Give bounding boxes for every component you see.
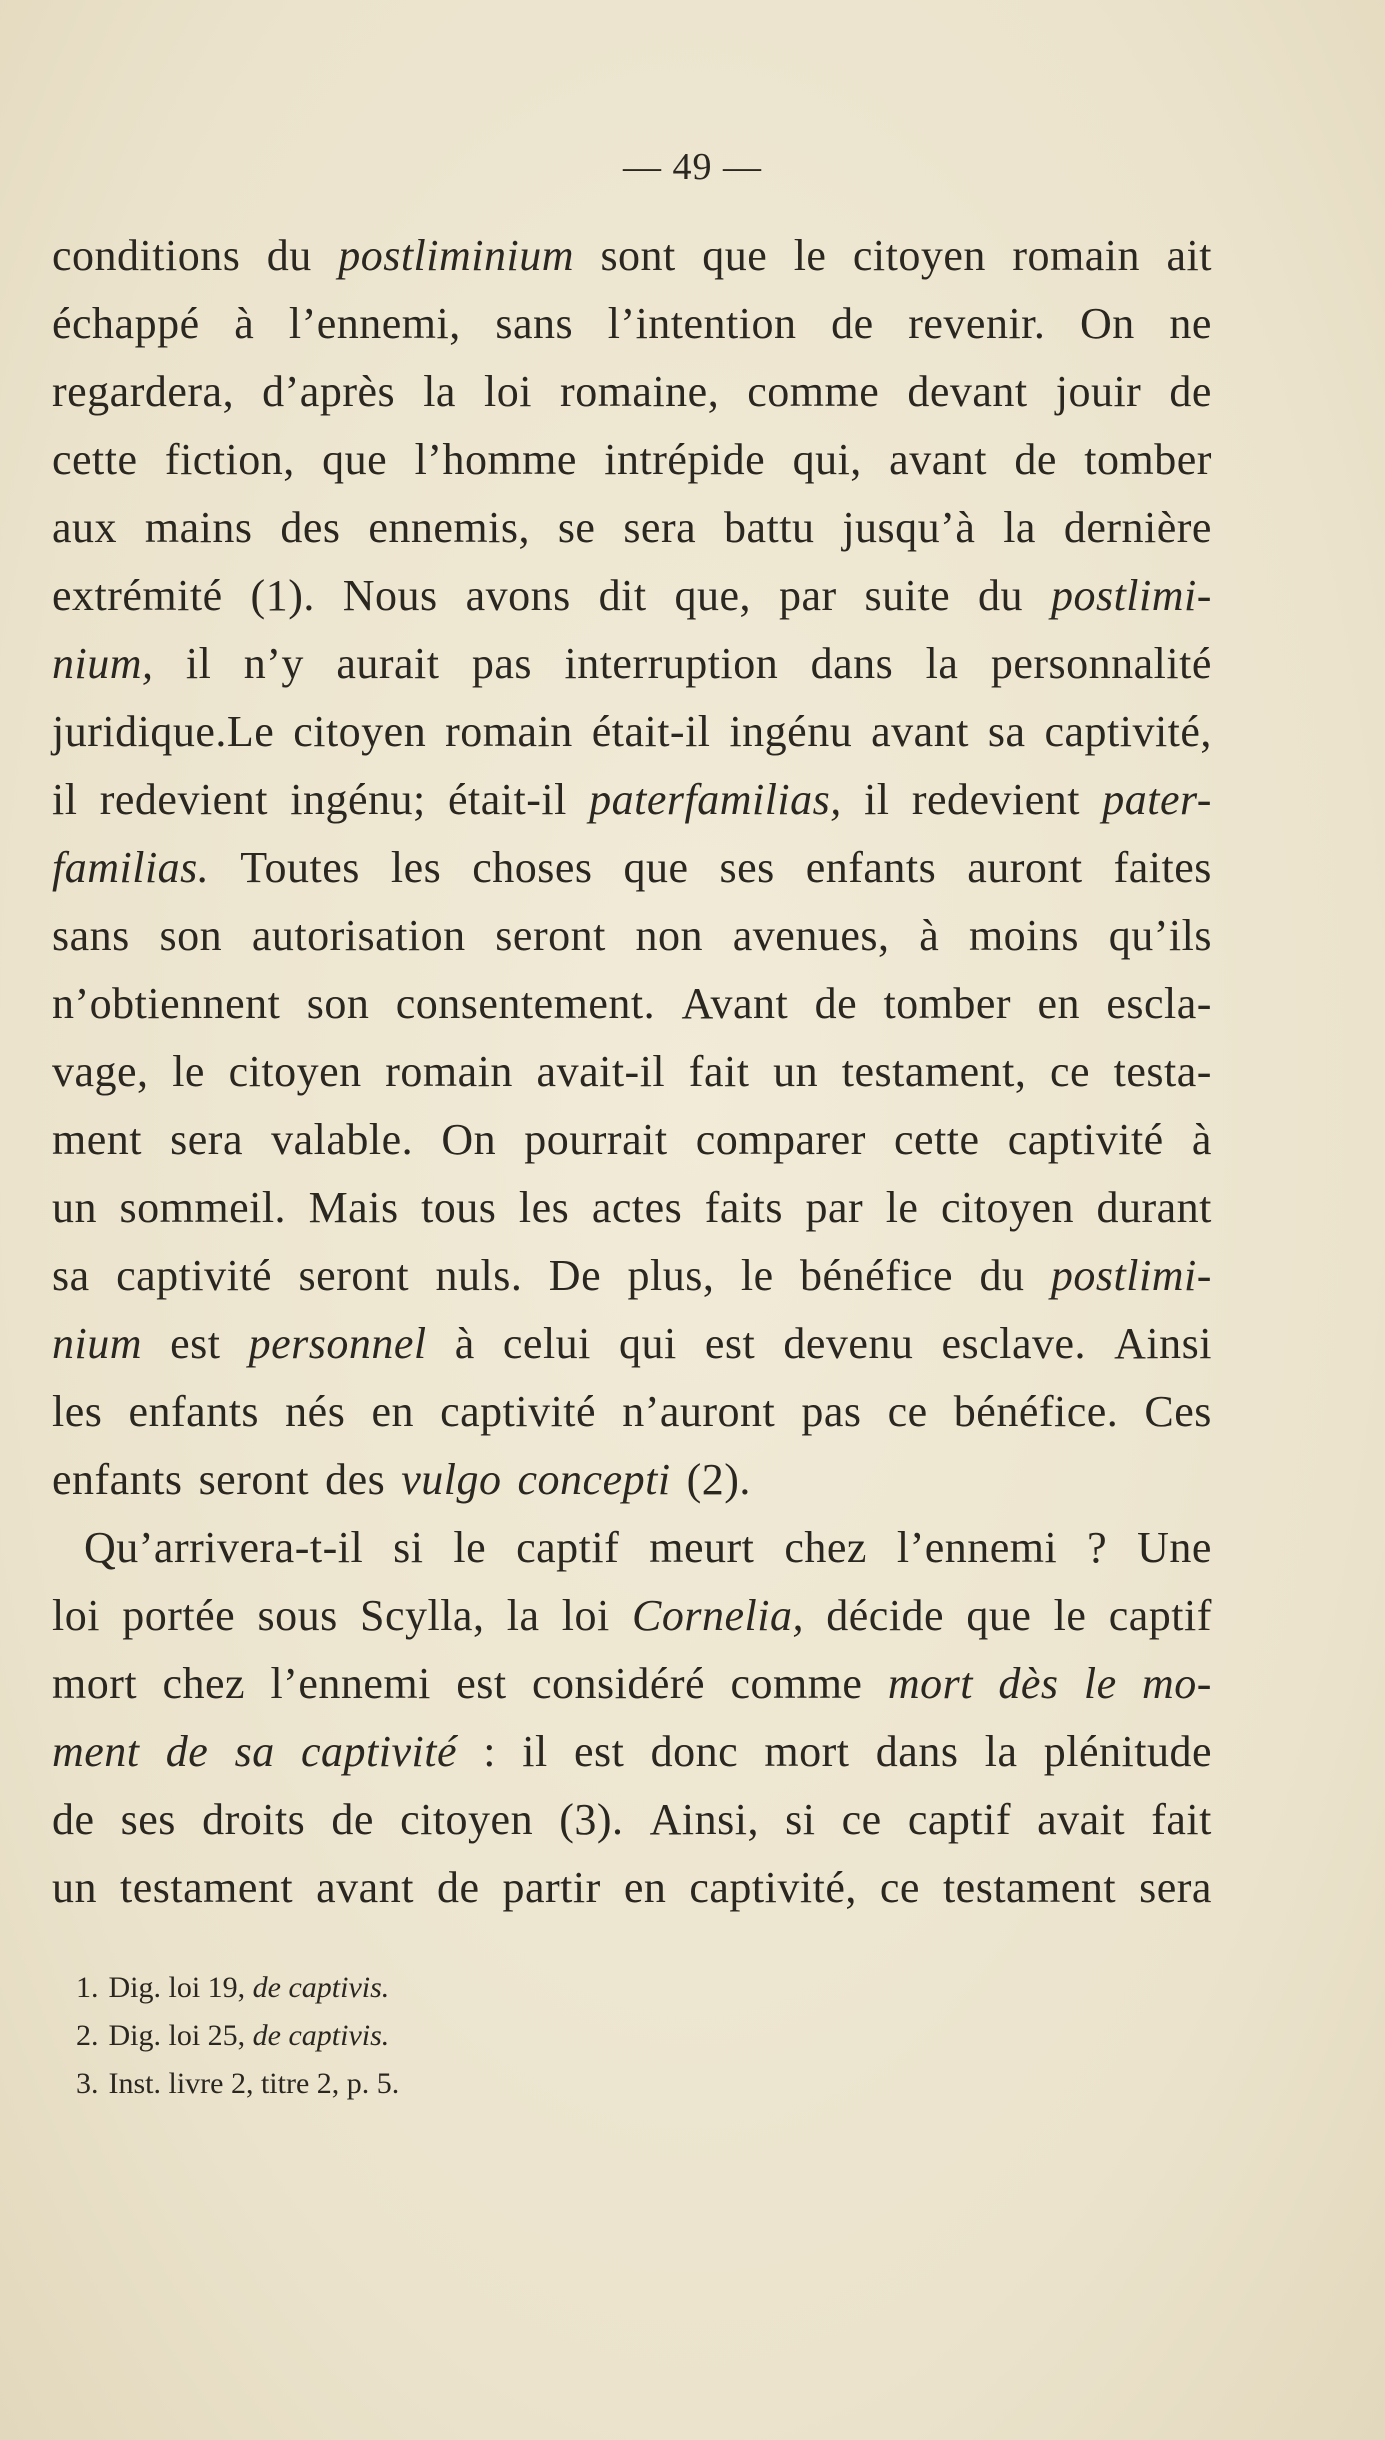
word: seront (495, 911, 606, 960)
text-line (52, 1174, 1212, 1242)
word: le (740, 1251, 774, 1300)
word: que (623, 843, 689, 892)
text-line (52, 1514, 1212, 1582)
word: en (371, 1387, 414, 1436)
word: à (919, 911, 940, 960)
word: moins (968, 911, 1080, 960)
footnote-text: Dig. loi 25, (108, 2019, 253, 2052)
word: juridique.Le (52, 707, 275, 756)
word: devenu (783, 1319, 914, 1368)
italic-word: concepti (517, 1455, 671, 1504)
word: seront (198, 1455, 310, 1504)
text-line (52, 1786, 1212, 1854)
word: considéré (531, 1659, 706, 1708)
word: du (266, 231, 312, 280)
word: avant (889, 435, 987, 484)
word: il (185, 639, 212, 688)
word: dans (810, 639, 894, 688)
italic-word: sa (234, 1727, 275, 1776)
word: mains (144, 503, 253, 552)
word: le (885, 1183, 919, 1232)
word: loi (561, 1591, 610, 1640)
word: la (1003, 503, 1036, 552)
word: tomber (883, 979, 1012, 1028)
word: fait (1151, 1795, 1212, 1844)
word: le (453, 1523, 487, 1572)
word: regardera, (52, 367, 235, 416)
word: qui, (792, 435, 862, 484)
word: romain (445, 707, 573, 756)
word: était-il (447, 775, 567, 824)
word: dit (598, 571, 647, 620)
word: sera (623, 503, 697, 552)
word: son (306, 979, 370, 1028)
word: si (785, 1795, 816, 1844)
word: se (557, 503, 596, 552)
word: De (548, 1251, 602, 1300)
word: On (441, 1115, 497, 1164)
word: citoyen (228, 1047, 362, 1096)
word: fait (688, 1047, 750, 1096)
word: mort (52, 1659, 138, 1708)
word: des (325, 1455, 386, 1504)
word: testament (120, 1863, 294, 1912)
word: ce (841, 1795, 882, 1844)
word: est (573, 1727, 625, 1776)
word: ses (719, 843, 775, 892)
word: l’homme (414, 435, 577, 484)
word: que (322, 435, 388, 484)
text-line (52, 494, 1212, 562)
italic-word: familias. (52, 843, 210, 892)
word: fiction, (164, 435, 295, 484)
word: enfants (128, 1387, 260, 1436)
word: de (1014, 435, 1057, 484)
word: chez (162, 1659, 246, 1708)
word: des (280, 503, 341, 552)
footnote-number: 3. (76, 2067, 99, 2100)
word: ses (120, 1795, 176, 1844)
word: battu (724, 503, 815, 552)
text-line (52, 766, 1212, 834)
italic-word: mort (887, 1659, 973, 1708)
word: jouir (1055, 367, 1142, 416)
italic-word: pater- (1102, 775, 1212, 824)
word: donc (650, 1727, 739, 1776)
word: de (831, 299, 874, 348)
word: aux (52, 503, 118, 552)
word: suite (864, 571, 951, 620)
word: sera (1139, 1863, 1212, 1912)
text-line (52, 834, 1212, 902)
word: citoyen (940, 1183, 1074, 1232)
italic-word: postliminium (338, 231, 574, 280)
word: comme (747, 367, 880, 416)
italic-word: paterfamilias, (589, 775, 842, 824)
word: ingénu (729, 707, 853, 756)
word: sont (600, 231, 676, 280)
word: avant (316, 1863, 414, 1912)
word: testament, (841, 1047, 1027, 1096)
word: l’intention (607, 299, 797, 348)
word: ? (1087, 1523, 1108, 1572)
word: captivité (1007, 1115, 1164, 1164)
word: ce (1049, 1047, 1091, 1096)
word: extrémité (52, 571, 223, 620)
word: ment (52, 1115, 142, 1164)
word: le (172, 1047, 205, 1096)
word: avenues, (732, 911, 890, 960)
text-line (52, 358, 1212, 426)
word: Ces (1144, 1387, 1212, 1436)
word: de (331, 1795, 374, 1844)
word: captivité (116, 1251, 273, 1300)
text-line (52, 1718, 1212, 1786)
word: nuls. (435, 1251, 523, 1300)
word: du (978, 571, 1024, 620)
word: captivité, (1044, 707, 1212, 756)
word: n’auront (622, 1387, 776, 1436)
word: l’ennemi, (288, 299, 461, 348)
word: le (793, 231, 827, 280)
footnote-text: Inst. livre 2, titre 2, p. 5. (108, 2067, 400, 2100)
text-line (52, 426, 1212, 494)
footnote-italic: de captivis. (252, 2019, 390, 2052)
word: l’ennemi (896, 1523, 1058, 1572)
word: sous (257, 1591, 338, 1640)
word: Une (1137, 1523, 1212, 1572)
word: On (1080, 299, 1135, 348)
italic-word: captivité (300, 1727, 457, 1776)
word: droits (202, 1795, 306, 1844)
word: les (390, 843, 442, 892)
word: n’obtiennent (52, 979, 281, 1028)
word: Mais (308, 1183, 399, 1232)
word: plus, (627, 1251, 715, 1300)
word: comparer (695, 1115, 866, 1164)
word: à (234, 299, 255, 348)
italic-word: de (165, 1727, 209, 1776)
word: sera (170, 1115, 243, 1164)
italic-word: vulgo (401, 1455, 502, 1504)
word: pourrait (524, 1115, 668, 1164)
text-line (52, 1038, 1212, 1106)
word: Toutes (240, 843, 360, 892)
word: Ainsi (1114, 1319, 1212, 1368)
word: un (773, 1047, 819, 1096)
italic-word: postlimi- (1050, 571, 1212, 620)
word: captif (516, 1523, 620, 1572)
word: en (1037, 979, 1080, 1028)
word: plénitude (1043, 1727, 1212, 1776)
word: pas (471, 639, 533, 688)
body-text (52, 222, 1212, 1922)
word: par (778, 571, 837, 620)
word: romain (1012, 231, 1140, 280)
word: pas (801, 1387, 862, 1436)
word: esclave. (941, 1319, 1086, 1368)
word: Nous (342, 571, 438, 620)
word: l’ennemi (270, 1659, 431, 1708)
word: cette (894, 1115, 980, 1164)
word: si (393, 1523, 424, 1572)
word: loi (484, 367, 532, 416)
word: durant (1096, 1183, 1212, 1232)
word: dernière (1063, 503, 1212, 552)
italic-word: dès (998, 1659, 1059, 1708)
word: meurt (649, 1523, 755, 1572)
word: du (979, 1251, 1025, 1300)
word: faites (1113, 843, 1212, 892)
word: seront (298, 1251, 410, 1300)
word: avons (465, 571, 571, 620)
word: mort (764, 1727, 850, 1776)
text-line (52, 902, 1212, 970)
word: Ainsi, (649, 1795, 760, 1844)
word: la (925, 639, 959, 688)
word: vage, (52, 1047, 149, 1096)
page-number: — 49 — (623, 146, 762, 188)
word: à (1191, 1115, 1212, 1164)
word: captif (907, 1795, 1011, 1844)
word: Scylla, (359, 1591, 485, 1640)
word: avait-il (536, 1047, 666, 1096)
word: devant (907, 367, 1028, 416)
italic-word: mo- (1142, 1659, 1212, 1708)
word: intrépide (604, 435, 766, 484)
italic-word: Cornelia, (632, 1591, 804, 1640)
word: interruption (564, 639, 779, 688)
word: la (423, 367, 456, 416)
word: Avant (681, 979, 789, 1028)
word: testa- (1113, 1047, 1212, 1096)
word: citoyen (293, 707, 427, 756)
word: le (1053, 1591, 1087, 1640)
word: enfants (52, 1455, 183, 1504)
word: (1). (250, 571, 315, 620)
word: tomber (1084, 435, 1212, 484)
word: aurait (336, 639, 440, 688)
italic-word: ment (52, 1727, 140, 1776)
text-line (52, 562, 1212, 630)
word: à (454, 1319, 475, 1368)
word: (3). (559, 1795, 624, 1844)
italic-word: personnel (248, 1319, 427, 1368)
word: sans (52, 911, 130, 960)
word: sa (987, 707, 1026, 756)
word: jusqu’à (842, 503, 976, 552)
word: valable. (271, 1115, 414, 1164)
word: bénéfice (800, 1251, 954, 1300)
word: citoyen (852, 231, 986, 280)
word: ce (879, 1863, 920, 1912)
word: ennemis, (368, 503, 530, 552)
word: décide (826, 1591, 945, 1640)
text-line (52, 970, 1212, 1038)
text-line (52, 630, 1212, 698)
text-line (52, 698, 1212, 766)
word: sa (52, 1251, 90, 1300)
word: faits (704, 1183, 784, 1232)
word: non (635, 911, 704, 960)
word: chez (784, 1523, 867, 1572)
word: autorisation (251, 911, 466, 960)
text-line (52, 1854, 1212, 1922)
word: celui (502, 1319, 591, 1368)
footnote (76, 2060, 1076, 2108)
word: les (52, 1387, 103, 1436)
word: escla- (1106, 979, 1212, 1028)
word: dans (875, 1727, 959, 1776)
word: échappé (52, 299, 200, 348)
word: un (52, 1863, 97, 1912)
word: par (805, 1183, 864, 1232)
word: loi (52, 1591, 100, 1640)
word: en (623, 1863, 667, 1912)
word: cette (52, 435, 138, 484)
word: Qu’arrivera-t-il (84, 1523, 364, 1572)
word: avait (1037, 1795, 1126, 1844)
word: redevient (911, 775, 1081, 824)
text-line (52, 1650, 1212, 1718)
word: testament (942, 1863, 1117, 1912)
word: ce (887, 1387, 928, 1436)
word: de (1169, 367, 1212, 416)
word: : (483, 1727, 496, 1776)
word: est (704, 1319, 756, 1368)
word: redevient (99, 775, 268, 824)
word: la (984, 1727, 1018, 1776)
word: partir (502, 1863, 601, 1912)
text-line (52, 1310, 1212, 1378)
word: revenir. (908, 299, 1046, 348)
word: captivité (440, 1387, 597, 1436)
italic-word: postlimi- (1050, 1251, 1212, 1300)
footnote-italic: de captivis. (252, 1971, 390, 2004)
word: tous (421, 1183, 497, 1232)
word: qui (619, 1319, 677, 1368)
word: de (436, 1863, 480, 1912)
footnotes (76, 1964, 1076, 2108)
word: la (506, 1591, 540, 1640)
word: que (702, 231, 768, 280)
word: nés (285, 1387, 346, 1436)
text-line (52, 290, 1212, 358)
word: consentement. (395, 979, 656, 1028)
word: avant (871, 707, 969, 756)
word: il (864, 775, 890, 824)
word: comme (730, 1659, 863, 1708)
word: sans (495, 299, 574, 348)
word: de (814, 979, 858, 1028)
text-line (52, 1446, 1212, 1514)
word: qu’ils (1108, 911, 1212, 960)
word: portée (122, 1591, 236, 1640)
word: était-il (591, 707, 711, 756)
word: les (518, 1183, 570, 1232)
text-line (52, 222, 1212, 290)
word: est (456, 1659, 507, 1708)
footnote-number: 1. (76, 1971, 99, 2004)
word: conditions (52, 231, 241, 280)
text-line (52, 1106, 1212, 1174)
word: personnalité (990, 639, 1212, 688)
footnote (76, 2012, 1076, 2060)
footnote-number: 2. (76, 2019, 99, 2052)
italic-word: nium, (52, 639, 154, 688)
word: actes (591, 1183, 683, 1232)
word: que (966, 1591, 1032, 1640)
word: romain (385, 1047, 513, 1096)
word: son (159, 911, 223, 960)
word: il (522, 1727, 548, 1776)
italic-word: le (1083, 1659, 1117, 1708)
text-line (52, 1378, 1212, 1446)
word: il (52, 775, 78, 824)
word: de (52, 1795, 95, 1844)
word: choses (472, 843, 593, 892)
word: que, (674, 571, 752, 620)
text-line (52, 1582, 1212, 1650)
italic-word: nium (52, 1319, 142, 1368)
word: captivité, (689, 1863, 857, 1912)
word: enfants (805, 843, 937, 892)
word: romaine, (560, 367, 720, 416)
word: ne (1169, 299, 1212, 348)
word: bénéfice. (953, 1387, 1119, 1436)
footnote (76, 1964, 1076, 2012)
word: (2). (686, 1455, 751, 1504)
word: ingénu; (290, 775, 426, 824)
word: d’après (262, 367, 396, 416)
word: ait (1166, 231, 1212, 280)
word: sommeil. (119, 1183, 287, 1232)
word: n’y (243, 639, 304, 688)
word: est (170, 1319, 221, 1368)
word: captif (1108, 1591, 1212, 1640)
text-line (52, 1242, 1212, 1310)
word: citoyen (400, 1795, 534, 1844)
word: auront (967, 843, 1083, 892)
word: un (52, 1183, 97, 1232)
footnote-text: Dig. loi 19, (108, 1971, 253, 2004)
